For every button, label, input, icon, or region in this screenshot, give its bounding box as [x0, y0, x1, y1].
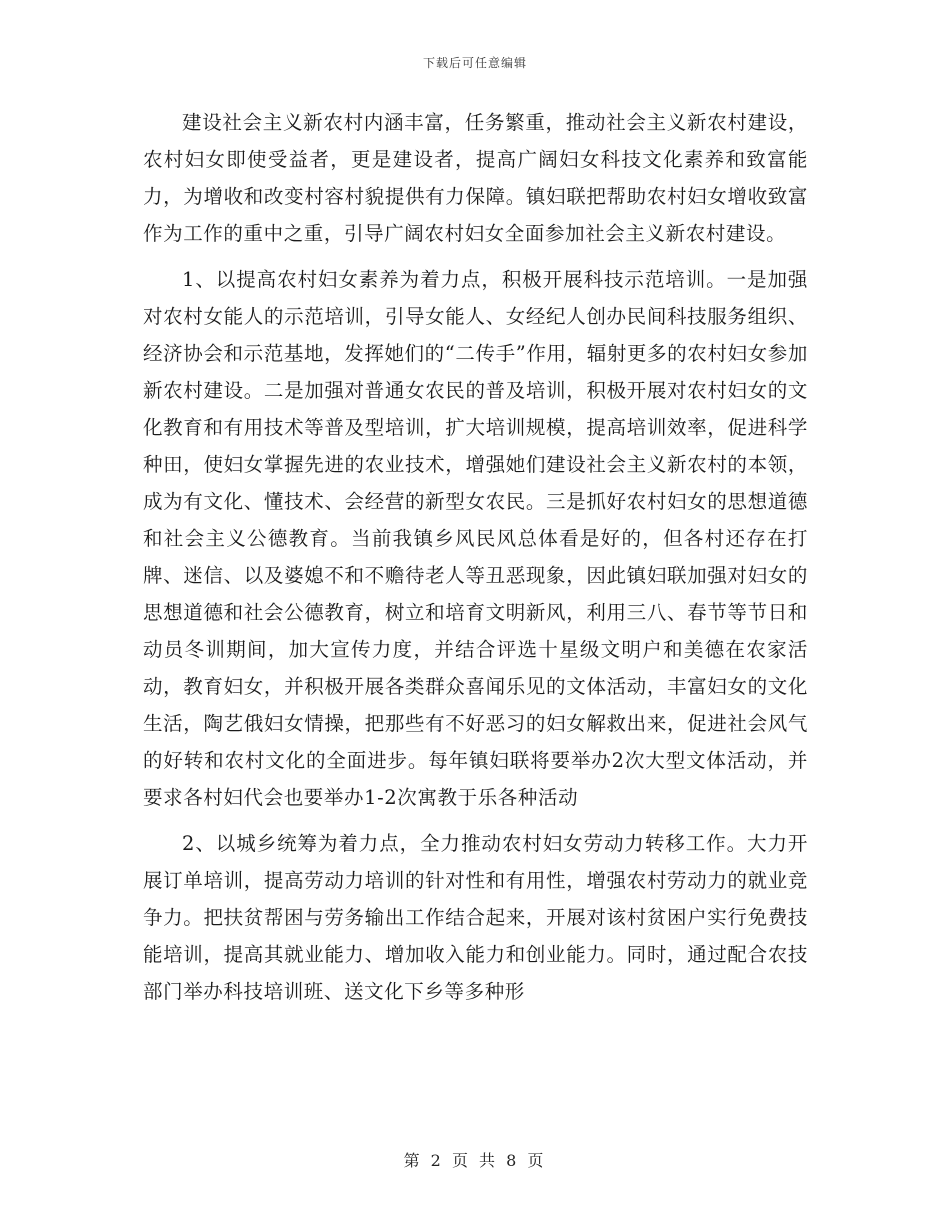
document-body — [143, 104, 808, 1019]
page-header: 下载后可任意编辑 — [422, 56, 527, 70]
paragraph-section-1: 1、以提高农村妇女素养为着力点，积极开展科技示范培训。一是加强对农村女能人的示范培训，引导女能人、女经纪人创办民间科技服务组织、经济协会和示范基地，发挥她们的“二传手”作用，辐射更多的农村妇女参加新农村建设。二是加强对普通女农民的普及培训，积极开展对农村妇女的文化教育和有用技术等普及型培训，扩大培训规模，提高培训效率，促进科学种田，使妇女掌握先进的农业技术，增强她们建设社会主义新农村的本领，成为有文化、懂技术、会经营的新型女农民。三是抓好农村妇女的思想道德和社会主义公德教育。当前我镇乡风民风总体看是好的，但各村还存在打牌、迷信、以及婆媳不和不赡待老人等丑恶现象，因此镇妇联加强对妇女的思想道德和社会公德教育，树立和培育文明新风，利用三八、春节等节日和动员冬训期间，加大宣传力度，并结合评选十星级文明户和美德在农家活动，教育妇女，并积极开展各类群众喜闻乐见的文体活动，丰富妇女的文化生活，陶艺俄妇女情操，把那些有不好恶习的妇女解救出来，促进社会风气的好转和农村文化的全面进步。每年镇妇联将要举办2次大型文体活动，并要求各村妇代会也要举办1-2次寓教于乐各种活动 — [143, 268, 808, 809]
page-number-footer: 第 2 页 共 8 页 — [403, 1151, 547, 1170]
paragraph-section-2: 2、以城乡统筹为着力点，全力推动农村妇女劳动力转移工作。大力开展订单培训，提高劳动力培训的针对性和有用性，增强农村劳动力的就业竞争力。把扶贫帮困与劳务输出工作结合起来，开展对该村贫困户实行免费技能培训，提高其就业能力、增加收入能力和创业能力。同时，通过配合农技部门举办科技培训班、送文化下乡等多种形 — [143, 832, 808, 1003]
paragraph-intro: 建设社会主义新农村内涵丰富，任务繁重，推动社会主义新农村建设，农村妇女即使受益者，更是建设者，提高广阔妇女科技文化素养和致富能力，为增收和改变村容村貌提供有力保障。镇妇联把帮助农村妇女增收致富作为工作的重中之重，引导广阔农村妇女全面参加社会主义新农村建设。 — [143, 111, 808, 245]
